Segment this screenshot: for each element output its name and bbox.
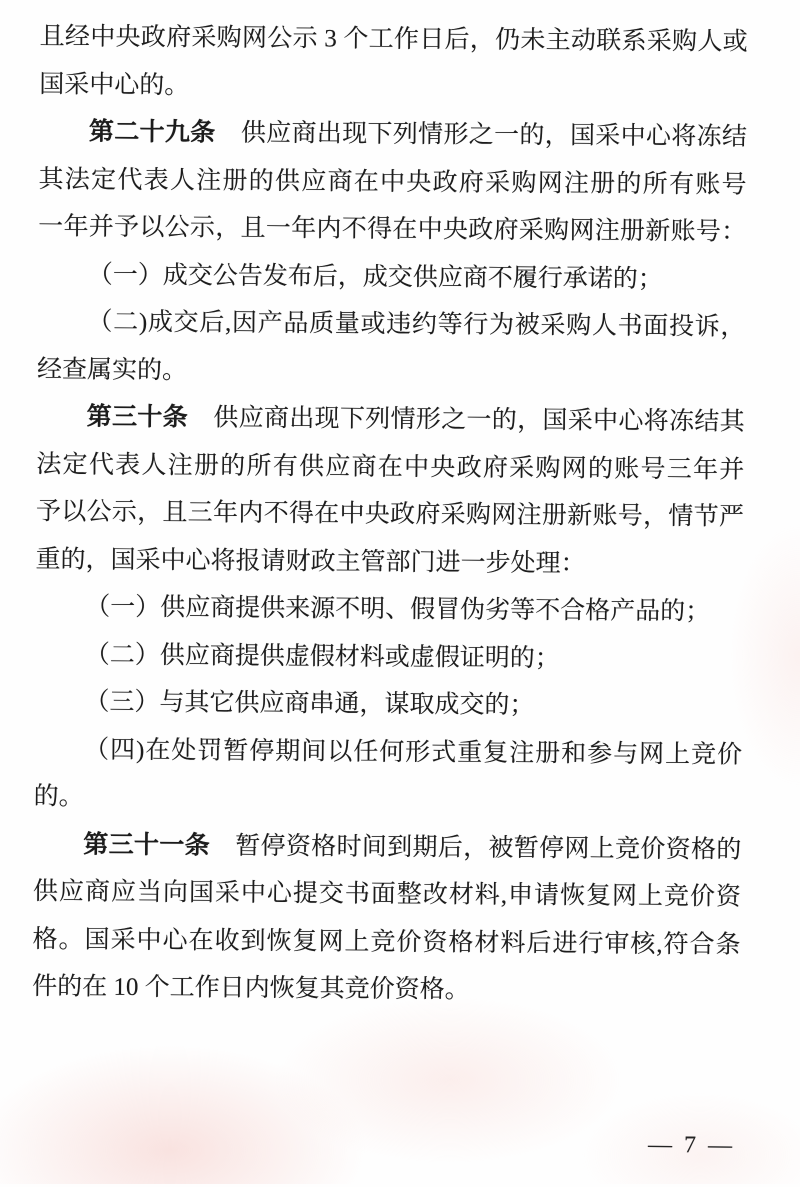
text-line: 予以公示，且三年内不得在中央政府采购网注册新账号，情节严: [35, 498, 745, 531]
paragraph-article-29-item-1: [38, 251, 746, 304]
paragraph-article-30-item-4: [34, 726, 743, 827]
paragraph-article-29-item-2: [37, 298, 746, 399]
text-line: 供应商应当向国采中心提交书面整改材料,申请恢复网上竞价资: [32, 878, 742, 911]
text-line: 第三十一条 暂停资格时间到期后，被暂停网上竞价资格的: [83, 831, 742, 864]
article-number: 第二十九条: [88, 118, 216, 147]
text-line: 件的在 10 个工作日内恢复其竞价资格。: [32, 973, 470, 1004]
text-line: （三）与其它供应商串通，谋取成交的；: [84, 688, 535, 720]
text-line: 格。国采中心在收到恢复网上竞价资格材料后进行审核,符合条: [32, 925, 741, 959]
paragraph-article-30-item-3: [34, 678, 742, 731]
text-line: 的。: [33, 783, 84, 811]
text-line: （四)在处罚暂停期间以任何形式重复注册和参与网上竞价: [83, 736, 743, 769]
text-line: 法定代表人注册的所有供应商在中央政府采购网的账号三年并: [36, 450, 745, 484]
text-line: （二）供应商提供虚假材料或虚假证明的；: [84, 641, 560, 672]
text-line: 经查属实的。: [36, 355, 188, 384]
text-line: 第三十条 供应商出现下列情形之一的，国采中心将冻结其: [86, 403, 745, 436]
text-line: 重的，国采中心将报请财政主管部门进一步处理：: [35, 545, 586, 577]
document-text: [32, 13, 748, 1016]
paragraph-article-31: [32, 821, 741, 1017]
text-line: 且经中央政府采购网公示 3 个工作日后，仍未主动联系采购人或: [39, 23, 748, 56]
text-line: 其法定代表人注册的供应商在中央政府采购网注册的所有账号: [38, 165, 747, 199]
paragraph-article-30-item-1: [35, 583, 743, 636]
article-number: 第三十条: [86, 403, 189, 432]
article-number: 第三十一条: [83, 831, 211, 860]
text-line: （一）成交公告发布后，成交供应商不履行承诺的；: [87, 261, 663, 293]
page-number: — 7 —: [647, 1131, 734, 1159]
paragraph-continuation: [39, 13, 748, 114]
text-line: 一年并予以公示，且一年内不得在中央政府采购网注册新账号：: [38, 213, 747, 246]
paragraph-article-29: [38, 108, 747, 256]
text-line: （一）供应商提供来源不明、假冒伪劣等不合格产品的；: [85, 593, 711, 626]
text-line: 国采中心的。: [39, 70, 190, 99]
text-line: 第二十九条 供应商出现下列情形之一的，国采中心将冻结: [88, 118, 748, 151]
paragraph-article-30: [35, 393, 744, 589]
text-line: （二)成交后,因产品质量或违约等行为被采购人书面投诉，: [87, 308, 746, 341]
paragraph-article-30-item-2: [35, 631, 743, 684]
